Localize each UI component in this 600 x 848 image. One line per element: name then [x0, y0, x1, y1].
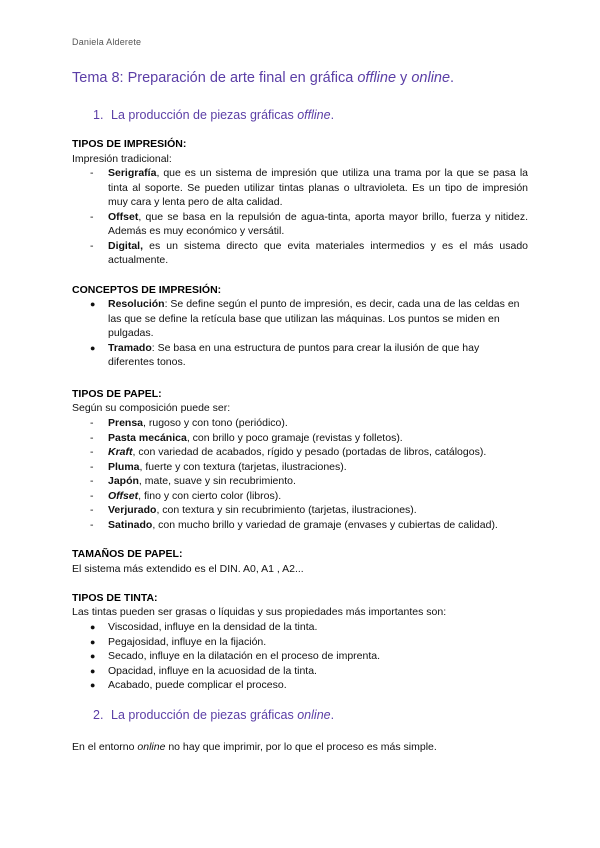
item-text: Viscosidad, influye en la densidad de la tinta.	[108, 621, 318, 633]
item-desc: es un sistema directo que evita materiales intermedios y es el más usado actualmente.	[108, 239, 528, 266]
tipos-impresion-heading: TIPOS DE IMPRESIÓN:	[72, 138, 187, 150]
title-prefix: Tema 8: Preparación de arte final en gráfica	[72, 70, 358, 86]
list-item	[88, 239, 528, 268]
bullet-marker: ●	[90, 636, 96, 647]
conceptos-heading: CONCEPTOS DE IMPRESIÓN:	[72, 284, 222, 296]
item-term: Kraft	[108, 446, 133, 458]
tamanos-heading: TAMAÑOS DE PAPEL:	[72, 548, 183, 560]
item-term: Japón	[108, 475, 139, 487]
tinta-intro: Las tintas pueden ser grasas o líquidas y sus propiedades más importantes son:	[72, 606, 447, 618]
section-2-heading	[93, 708, 334, 722]
list-item	[88, 297, 528, 341]
tipos-impresion-list	[88, 166, 528, 268]
item-desc: , con textura y sin recubrimiento (tarjetas, ilustraciones).	[156, 504, 417, 516]
tinta-heading: TIPOS DE TINTA:	[72, 592, 158, 604]
dash-marker: -	[90, 504, 94, 516]
item-text: Acabado, puede complicar el proceso.	[108, 679, 287, 691]
list-item	[88, 503, 528, 518]
dash-marker: -	[90, 167, 94, 179]
section-1-heading	[93, 108, 334, 122]
section-2-text: La producción de piezas gráficas	[111, 708, 298, 722]
item-term: Offset	[108, 489, 139, 502]
list-item	[88, 416, 528, 431]
bullet-marker: ●	[90, 680, 96, 690]
list-item	[88, 649, 528, 664]
tipos-papel-list	[88, 416, 528, 532]
conceptos-list	[88, 297, 528, 370]
closing-paragraph	[72, 741, 437, 753]
item-desc: , que se basa en la repulsión de agua-tinta, aporta mayor brillo, fuerza y nitidez. Además es muy económico y versátil.	[108, 210, 528, 237]
item-term: Serigrafía	[108, 167, 157, 179]
section-1-text: La producción de piezas gráficas	[111, 108, 298, 122]
tamanos-text: El sistema más extendido es el DIN. A0, A1 , A2...	[72, 563, 304, 575]
dash-marker: -	[90, 446, 94, 458]
title-online: online	[411, 70, 451, 86]
item-desc: , fino y con cierto color (libros).	[138, 489, 282, 502]
dash-marker: -	[90, 417, 94, 429]
list-item	[88, 341, 528, 370]
item-term: Verjurado	[108, 504, 157, 516]
dash-marker: -	[90, 239, 94, 252]
dash-marker: -	[90, 475, 94, 487]
item-desc: , mate, suave y sin recubrimiento.	[138, 475, 296, 487]
section-1-number: 1.	[93, 108, 104, 122]
list-item	[88, 474, 528, 489]
section-1-end: .	[330, 108, 335, 122]
item-desc: : Se basa en una estructura de puntos para crear la ilusión de que hay diferentes tonos.	[108, 341, 480, 368]
item-text: Pegajosidad, influye en la fijación.	[108, 635, 267, 648]
bullet-marker: ●	[90, 665, 96, 676]
item-term: Satinado	[108, 518, 153, 531]
item-desc: , fuerte y con textura (tarjetas, ilustraciones).	[139, 460, 347, 473]
section-2-number: 2.	[93, 708, 104, 722]
list-item	[88, 489, 528, 504]
list-item	[88, 445, 528, 460]
document-title	[72, 70, 454, 86]
item-desc: , con brillo y poco gramaje (revistas y folletos).	[186, 431, 403, 444]
tipos-papel-heading: TIPOS DE PAPEL:	[72, 388, 162, 400]
item-term: Pasta mecánica	[108, 431, 187, 444]
list-item	[88, 460, 528, 475]
dash-marker: -	[90, 210, 94, 223]
tinta-list	[88, 620, 528, 693]
list-item	[88, 210, 528, 239]
list-item	[88, 635, 528, 650]
bullet-marker: ●	[90, 342, 96, 353]
tipos-papel-intro: Según su composición puede ser:	[72, 402, 231, 414]
item-desc: , rugoso y con tono (periódico).	[143, 417, 288, 429]
item-term: Prensa	[108, 417, 144, 429]
section-2-end: .	[330, 708, 335, 722]
bullet-marker: ●	[90, 622, 96, 632]
item-desc: , con mucho brillo y variedad de gramaje (envases y cubiertas de calidad).	[152, 518, 498, 531]
dash-marker: -	[90, 518, 94, 531]
item-term: Tramado	[108, 341, 152, 354]
list-item	[88, 431, 528, 446]
list-item	[88, 664, 528, 679]
item-term: Digital,	[108, 239, 144, 252]
closing-post: no hay que imprimir, por lo que el proceso es más simple.	[165, 741, 437, 753]
item-desc: , que es un sistema de impresión que utiliza una trama por la que se pasa la tinta al soporte. Se pueden utilizar tintas planas o ultravioleta. Es un tipo de impresión muy cara y lenta pero de alta calidad.	[108, 167, 528, 208]
dash-marker: -	[90, 431, 94, 444]
item-desc: : Se define según el punto de impresión, es decir, cada una de las celdas en las que se define la retícula base que utilizan las máquinas. Los puntos se miden en pulgadas.	[108, 298, 520, 339]
title-offline: offline	[357, 70, 397, 86]
section-2-italic: online	[297, 708, 331, 722]
section-1-italic: offline	[297, 108, 331, 122]
list-item	[88, 166, 528, 210]
list-item	[88, 620, 528, 635]
dash-marker: -	[90, 489, 94, 502]
title-mid: y	[396, 70, 412, 86]
tipos-impresion-intro: Impresión tradicional:	[72, 153, 172, 165]
author-name: Daniela Alderete	[72, 37, 142, 47]
bullet-marker: ●	[90, 299, 96, 309]
list-item	[88, 678, 528, 693]
item-term: Pluma	[108, 460, 140, 473]
item-term: Offset	[108, 210, 139, 223]
item-text: Secado, influye en la dilatación en el proceso de imprenta.	[108, 650, 381, 662]
dash-marker: -	[90, 460, 94, 473]
closing-italic: online	[137, 741, 166, 753]
closing-pre: En el entorno	[72, 741, 138, 753]
item-text: Opacidad, influye en la acuosidad de la tinta.	[108, 664, 317, 677]
item-desc: , con variedad de acabados, rígido y pesado (portadas de libros, catálogos).	[132, 446, 487, 458]
title-end: .	[450, 70, 455, 86]
bullet-marker: ●	[90, 651, 96, 661]
item-term: Resolución	[108, 298, 165, 310]
list-item	[88, 518, 528, 533]
